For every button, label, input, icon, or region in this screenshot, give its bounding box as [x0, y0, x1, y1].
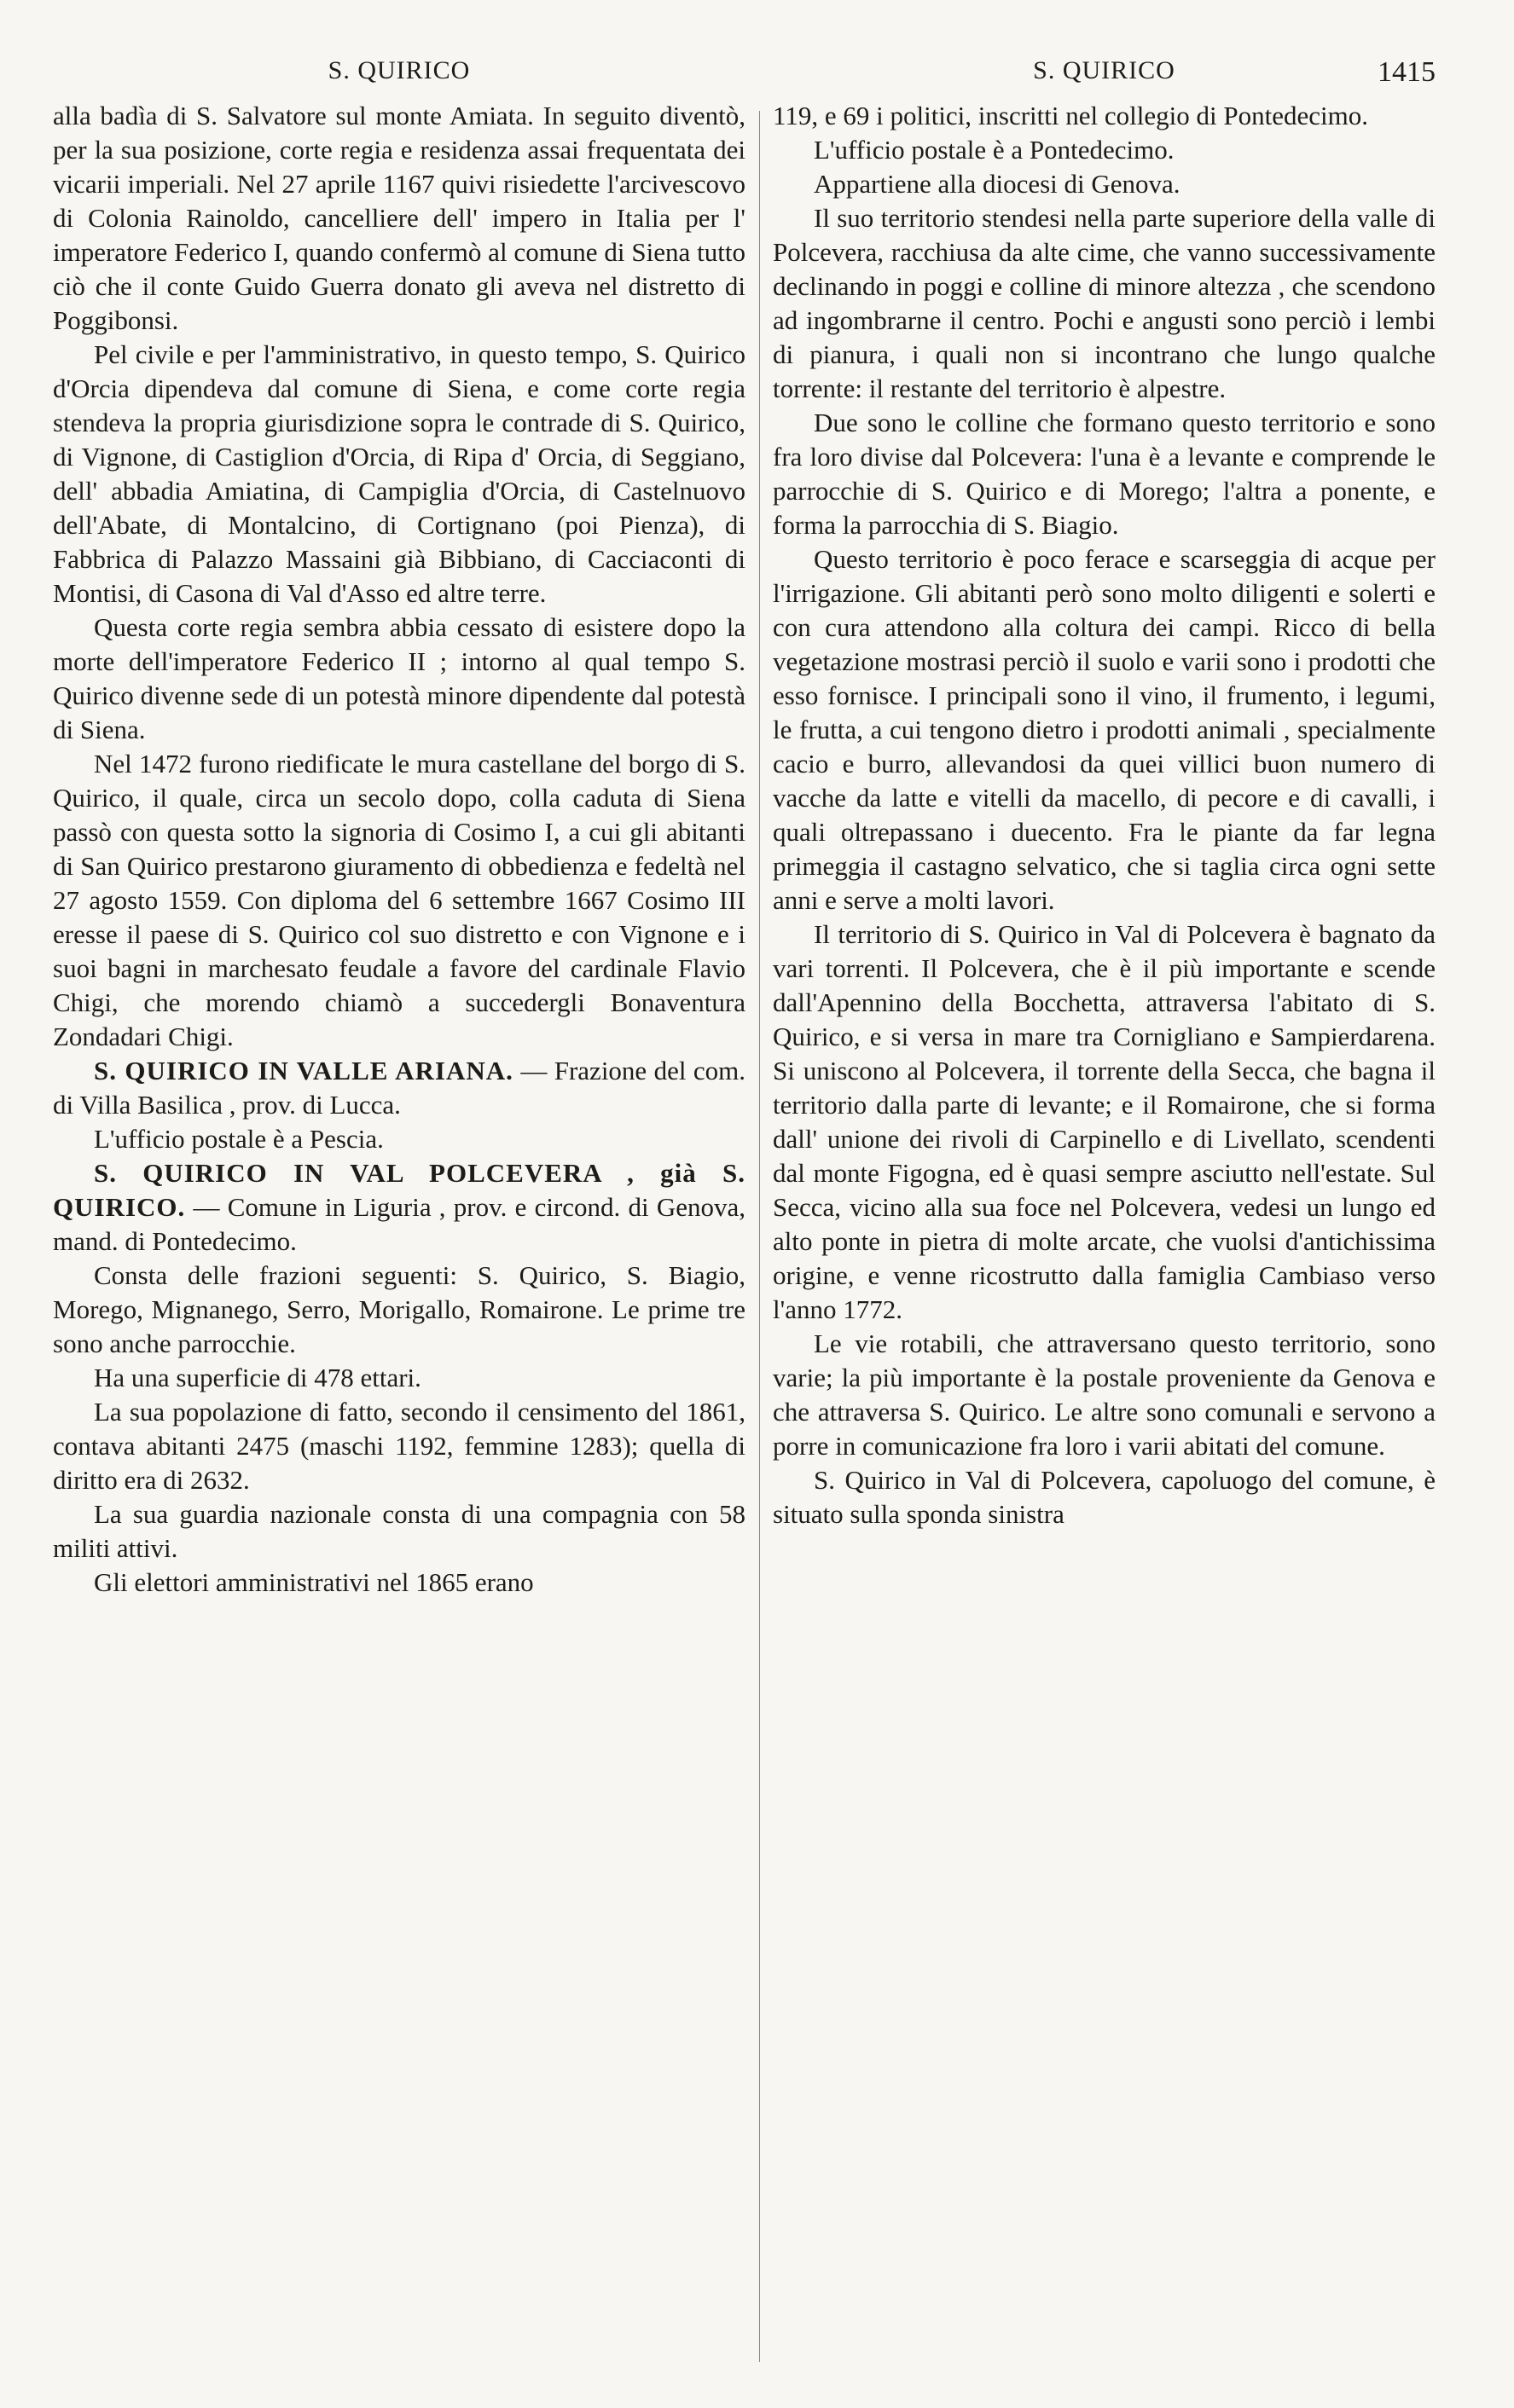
right-column	[773, 56, 1436, 2382]
entry-headword: S. QUIRICO IN VAL POLCEVERA , già S. QUIRICO.	[53, 1158, 745, 1222]
paragraph: S. Quirico in Val di Polcevera, capoluogo del comune, è situato sulla sponda sinistra	[773, 1465, 1436, 1529]
page-number: 1415	[1378, 56, 1436, 88]
running-head-right	[773, 56, 1436, 99]
paragraph: Pel civile e per l'amministrativo, in questo tempo, S. Quirico d'Orcia dipendeva dal comune di Siena, e come corte regia stendeva la propria giurisdizione sopra le contrade di S. Quirico, di Vignone, di Castiglion d'Orcia, di Ripa d' Orcia, di Seggiano, dell' abbadia Amiatina, di Campiglia d'Orcia, di Castelnuovo dell'Abate, di Montalcino, di Cortignano (poi Pienza), di Fabbrica di Palazzo Massaini già Bibbiano, di Cacciaconti di Montisi, di Casona di Val d'Asso ed altre terre.	[53, 339, 745, 608]
column-divider	[759, 111, 760, 2362]
paragraph: Questa corte regia sembra abbia cessato di esistere dopo la morte dell'imperatore Federico II ; intorno al qual tempo S. Quirico divenne sede di un potestà minore dipendente dal potestà di Siena.	[53, 612, 745, 744]
paragraph: Il suo territorio stendesi nella parte superiore della valle di Polcevera, racchiusa da alte cime, che vanno successivamente declinando in poggi e colline di minore altezza , che scendono ad ingombrarne il centro. Pochi e angusti sono perciò i lembi di pianura, i quali non si incontrano che lungo qualche torrente: il restante del territorio è alpestre.	[773, 203, 1436, 403]
paragraph: Il territorio di S. Quirico in Val di Polcevera è bagnato da vari torrenti. Il Polcevera, che è il più importante e scende dall'Apennino della Bocchetta, attraversa l'abitato di S. Quirico, e si versa in mare tra Cornigliano e Sampierdarena. Si uniscono al Polcevera, il torrente della Secca, che bagna il territorio dalla parte di levante; e il Romairone, che si forma dall' unione dei rivoli di Carpinello e di Livellato, scendenti dal monte Figogna, ed è quasi sempre asciutto nell'estate. Sul Secca, vicino alla sua foce nel Polcevera, vedesi un lungo ed alto ponte in pietra di molte arcate, che vuolsi d'antichissima origine, e venne ricostrutto dalla famiglia Cambiaso verso l'anno 1772.	[773, 919, 1436, 1324]
paragraph: Nel 1472 furono riedificate le mura castellane del borgo di S. Quirico, il quale, circa un secolo dopo, colla caduta di Siena passò con questa sotto la signoria di Cosimo I, a cui gli abitanti di San Quirico prestarono giuramento di obbedienza e fedeltà nel 27 agosto 1559. Con diploma del 6 settembre 1667 Cosimo III eresse il paese di S. Quirico col suo distretto e con Vignone e i suoi bagni in marchesato feudale a favore del cardinale Flavio Chigi, che morendo chiamò a succedergli Bonaventura Zondadari Chigi.	[53, 749, 745, 1051]
left-column	[53, 56, 745, 2382]
paragraph: Gli elettori amministrativi nel 1865 erano	[94, 1567, 534, 1597]
paragraph: L'ufficio postale è a Pescia.	[94, 1124, 384, 1154]
entry-valle-ariana	[53, 1054, 745, 1122]
paragraph: alla badìa di S. Salvatore sul monte Amiata. In seguito diventò, per la sua posizione, corte regia e residenza assai frequentata dei vicarii imperiali. Nel 27 aprile 1167 quivi risiedette l'arcivescovo di Colonia Rainoldo, cancelliere dell' impero in Italia per l' imperatore Federico I, quando confermò al comune di Siena tutto ciò che il conte Guido Guerra donato gli aveva nel distretto di Poggibonsi.	[53, 101, 745, 335]
paragraph: La sua popolazione di fatto, secondo il censimento del 1861, contava abitanti 2475 (maschi 1192, femmine 1283); quella di diritto era di 2632.	[53, 1397, 745, 1495]
running-head-left-title: S. QUIRICO	[328, 56, 471, 84]
paragraph: Questo territorio è poco ferace e scarseggia di acque per l'irrigazione. Gli abitanti però sono molto diligenti e solerti e con cura attendono alla coltura dei campi. Ricco di bella vegetazione mostrasi perciò il suolo e varii sono i prodotti che esso fornisce. I principali sono il vino, il frumento, i legumi, le frutta, a cui tengono dietro i prodotti animali , specialmente cacio e burro, allevandosi da quei villici buon numero di vacche da latte e vitelli da macello, di pecore e di cavalli, i quali oltrepassano i duecento. Fra le piante da far legna primeggia il castagno selvatico, che si taglia circa ogni sette anni e serve a molti lavori.	[773, 544, 1436, 915]
running-head-right-title: S. QUIRICO	[1033, 56, 1175, 84]
paragraph: La sua guardia nazionale consta di una compagnia con 58 militi attivi.	[53, 1499, 745, 1563]
paragraph: Appartiene alla diocesi di Genova.	[814, 169, 1180, 199]
paragraph: Due sono le colline che formano questo territorio e sono fra loro divise dal Polcevera: l'una è a levante e comprende le parrocchie di S. Quirico e di Morego; l'altra a ponente, e forma la parrocchia di S. Biagio.	[773, 408, 1436, 540]
entry-val-polcevera	[53, 1156, 745, 1259]
entry-headword: S. QUIRICO IN VALLE ARIANA.	[94, 1056, 513, 1085]
paragraph: Ha una superficie di 478 ettari.	[94, 1363, 421, 1392]
entry-text: — Comune in Liguria , prov. e circond. di Genova, mand. di Pontedecimo.	[53, 1192, 745, 1256]
paragraph: Consta delle frazioni seguenti: S. Quirico, S. Biagio, Morego, Mignanego, Serro, Morigallo, Romairone. Le prime tre sono anche parrocchie.	[53, 1260, 745, 1358]
running-head-left	[53, 56, 745, 99]
paragraph: L'ufficio postale è a Pontedecimo.	[814, 135, 1175, 165]
paragraph: 119, e 69 i politici, inscritti nel collegio di Pontedecimo.	[773, 101, 1368, 130]
entry-text: — Frazione del com. di Villa Basilica , prov. di Lucca.	[53, 1056, 746, 1120]
paragraph: Le vie rotabili, che attraversano questo territorio, sono varie; la più importante è la postale proveniente da Genova e che attraversa S. Quirico. Le altre sono comunali e servono a porre in comunicazione fra loro i varii abitati del comune.	[773, 1328, 1436, 1461]
